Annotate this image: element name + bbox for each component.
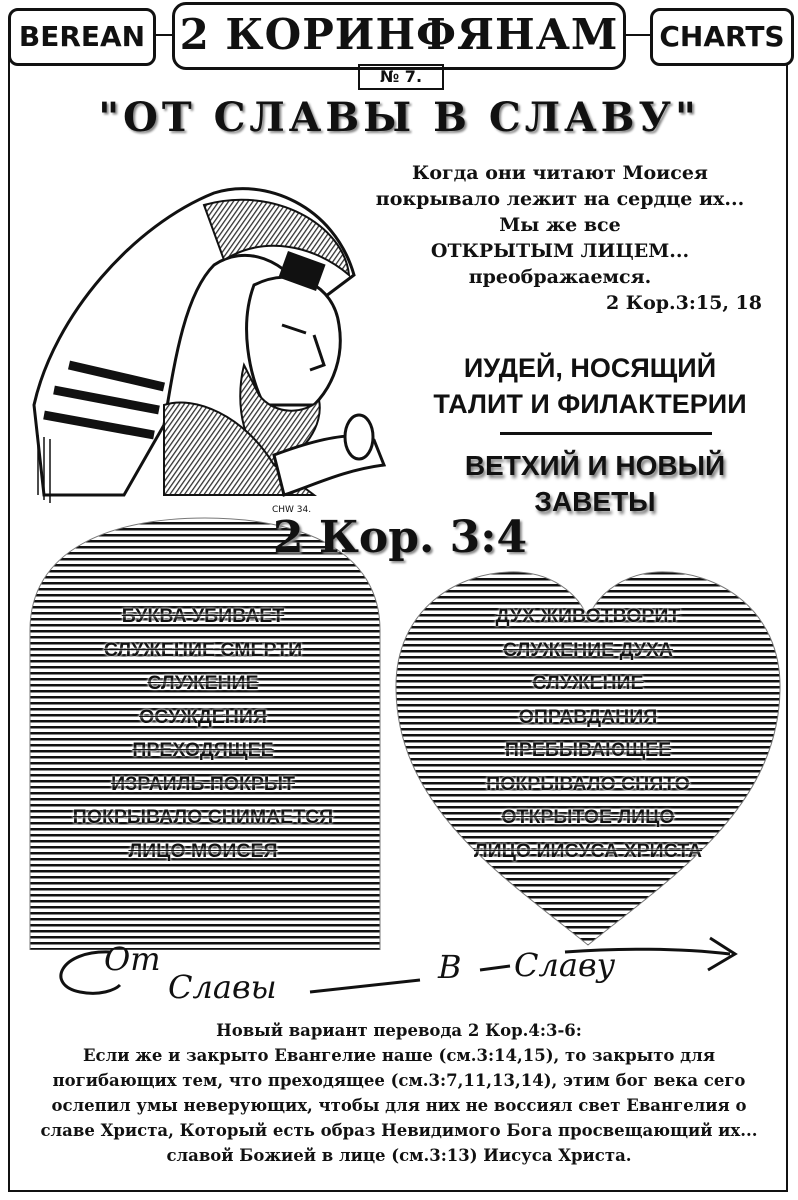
footer-line: Если же и закрыто Евангелие наше (см.3:14,15), то закрыто для	[82, 1046, 716, 1065]
illustration-caption	[380, 350, 798, 422]
caption-line: ИУДЕЙ, НОСЯЩИЙ	[463, 353, 717, 383]
verse-reference: 2 Кор.3:15, 18	[605, 292, 762, 314]
rabbi-illustration	[14, 165, 394, 525]
testaments-line: ВЕТХИЙ И НОВЫЙ	[464, 450, 726, 481]
list-item: ПРЕХОДЯЩЕЕ	[132, 739, 274, 761]
list-item: СЛУЖЕНИЕ	[532, 672, 644, 694]
old-covenant-list	[16, 600, 390, 868]
script-glory-2: Славу	[514, 946, 616, 984]
caption-line: ТАЛИТ И ФИЛАКТЕРИИ	[433, 389, 747, 419]
footer-line: погибающих тем, что преходящее (см.3:7,11,13,14), этим бог века сего	[52, 1071, 746, 1090]
artist-signature: CHW 34.	[272, 505, 312, 515]
footer-line: славе Христа, Который есть образ Невидимого Бога просвещающий их...	[40, 1121, 758, 1140]
verse-line: Мы же все	[499, 214, 621, 236]
verse-line: покрывало лежит на сердце их...	[375, 188, 745, 210]
list-item: СЛУЖЕНИЕ	[147, 672, 259, 694]
list-item: ОТКРЫТОЕ ЛИЦО	[501, 806, 675, 828]
charts-tag: CHARTS	[650, 8, 794, 66]
list-item: ЛИЦО МОИСЕЯ	[128, 839, 278, 862]
footer-line: славой Божией в лице (см.3:13) Иисуса Христа.	[166, 1146, 632, 1165]
script-to: В	[438, 948, 462, 986]
list-item: СЛУЖЕНИЕ ДУХА	[503, 638, 673, 661]
list-item: ПРЕБЫВАЮЩЕЕ	[504, 739, 672, 761]
footer-translation-note	[20, 1018, 778, 1168]
testaments-line: ЗАВЕТЫ	[534, 486, 656, 517]
divider	[500, 432, 712, 435]
list-item: БУКВА УБИВАЕТ	[121, 605, 285, 627]
list-item: ОПРАВДАНИЯ	[518, 705, 658, 728]
chart-reference: 2 Кор. 3:4	[272, 512, 528, 563]
list-item: ИЗРАИЛЬ ПОКРЫТ	[111, 772, 295, 795]
berean-tag: BEREAN	[8, 8, 156, 66]
verse-line: преображаемся.	[468, 266, 652, 288]
script-from: От	[104, 940, 161, 978]
list-item: ПОКРЫВАЛО СНЯТО	[486, 772, 690, 795]
list-item: ЛИЦО ИИСУСА ХРИСТА	[473, 839, 702, 862]
verse-line: Когда они читают Моисея	[412, 162, 708, 184]
list-item: ДУХ ЖИВОТВОРИТ	[495, 605, 681, 627]
page-title: 2 КОРИНФЯНАМ	[172, 2, 626, 70]
chart-subtitle: "ОТ СЛАВЫ В СЛАВУ"	[98, 94, 700, 141]
new-covenant-list	[408, 600, 768, 868]
testaments-heading	[410, 448, 780, 520]
verse-line: ОТКРЫТЫМ ЛИЦЕМ...	[430, 240, 690, 262]
scripture-quote	[340, 160, 780, 316]
issue-number: № 7.	[358, 64, 444, 90]
list-item: ОСУЖДЕНИЯ	[139, 705, 267, 728]
list-item: ПОКРЫВАЛО СНИМАЕТСЯ	[72, 806, 334, 828]
footer-line: ослепил умы неверующих, чтобы для них не воссиял свет Евангелия о	[51, 1096, 747, 1115]
script-glory-1: Славы	[168, 968, 277, 1006]
list-item: СЛУЖЕНИЕ СМЕРТИ	[103, 638, 303, 661]
footer-line: Новый вариант перевода 2 Кор.4:3-6:	[216, 1021, 582, 1040]
